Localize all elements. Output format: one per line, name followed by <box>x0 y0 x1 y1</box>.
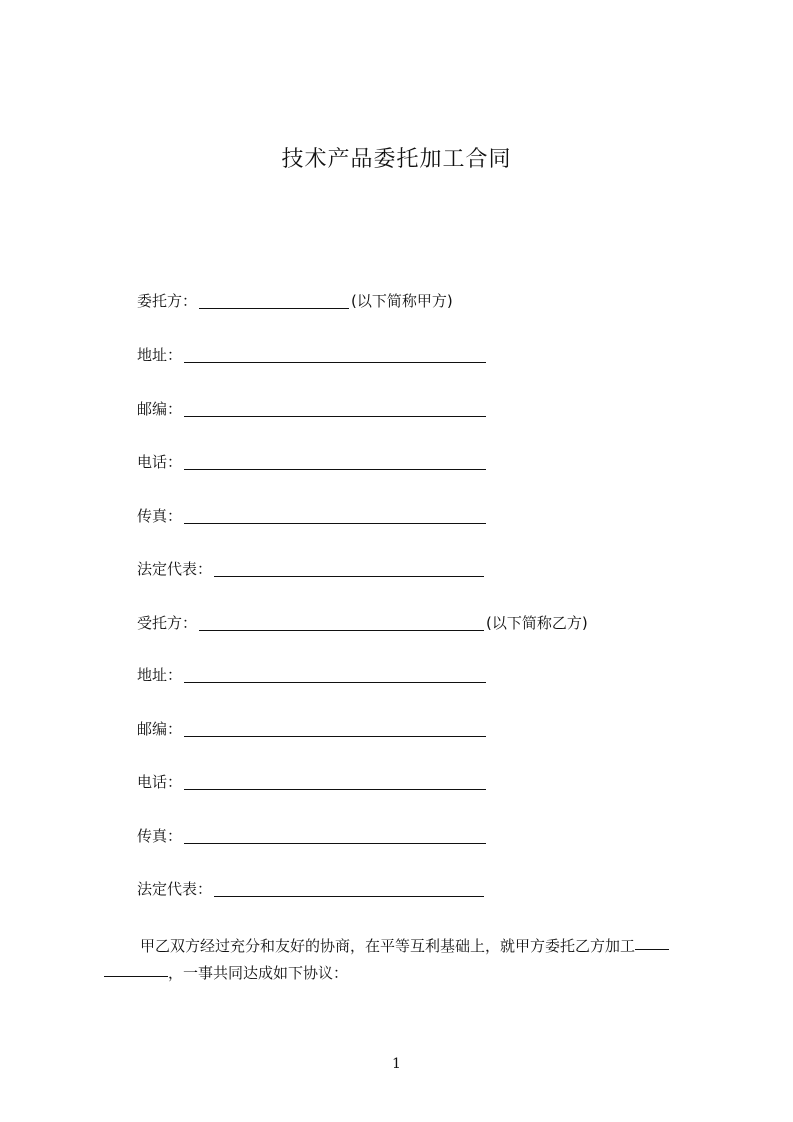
party-a-phone-row <box>137 452 488 472</box>
party-a-name-field[interactable] <box>199 292 349 309</box>
party-a-phone-label: 电话： <box>137 453 183 471</box>
party-a-address-row <box>137 345 488 365</box>
intro-line-2-text: ，一事共同达成如下协议： <box>168 964 349 982</box>
document-title: 技术产品委托加工合同 <box>281 147 512 172</box>
party-b-rep-row <box>137 879 486 899</box>
party-a-fax-field[interactable] <box>184 507 486 524</box>
party-b-fax-row <box>137 826 488 846</box>
party-b-name-field[interactable] <box>199 614 484 631</box>
party-b-name-suffix: (以下简称乙方) <box>486 614 588 632</box>
party-a-postcode-row <box>137 399 488 419</box>
party-a-fax-label: 传真： <box>137 507 183 525</box>
party-b-rep-label: 法定代表： <box>137 880 213 898</box>
party-a-name-row <box>137 291 453 311</box>
processed-item-field[interactable] <box>635 933 669 950</box>
page-number: 1 <box>392 1056 401 1072</box>
party-a-phone-field[interactable] <box>184 453 486 470</box>
party-a-name-suffix: (以下简称甲方) <box>351 292 453 310</box>
party-a-address-label: 地址： <box>137 346 183 364</box>
party-b-postcode-row <box>137 719 488 739</box>
party-a-name-label: 委托方： <box>137 292 198 310</box>
party-b-postcode-label: 邮编： <box>137 720 183 738</box>
party-a-postcode-label: 邮编： <box>137 400 183 418</box>
party-a-fax-row <box>137 506 488 526</box>
party-a-address-field[interactable] <box>184 346 486 363</box>
party-b-address-row <box>137 665 488 685</box>
party-a-rep-row <box>137 559 486 579</box>
intro-line-1-text: 甲乙双方经过充分和友好的协商，在平等互利基础上，就甲方委托乙方加工 <box>140 937 636 955</box>
party-b-fax-field[interactable] <box>184 827 486 844</box>
party-a-rep-label: 法定代表： <box>137 560 213 578</box>
party-b-postcode-field[interactable] <box>184 720 486 737</box>
party-a-rep-field[interactable] <box>214 560 484 577</box>
party-b-rep-field[interactable] <box>214 880 484 897</box>
intro-line-1 <box>140 934 669 956</box>
party-b-name-row <box>137 613 588 633</box>
party-b-phone-label: 电话： <box>137 773 183 791</box>
intro-line-2 <box>104 961 348 983</box>
processed-item-field-cont[interactable] <box>104 960 168 977</box>
party-b-fax-label: 传真： <box>137 827 183 845</box>
party-b-address-field[interactable] <box>184 666 486 683</box>
party-b-name-label: 受托方： <box>137 614 198 632</box>
party-b-address-label: 地址： <box>137 666 183 684</box>
party-b-phone-row <box>137 772 488 792</box>
party-a-postcode-field[interactable] <box>184 400 486 417</box>
party-b-phone-field[interactable] <box>184 773 486 790</box>
